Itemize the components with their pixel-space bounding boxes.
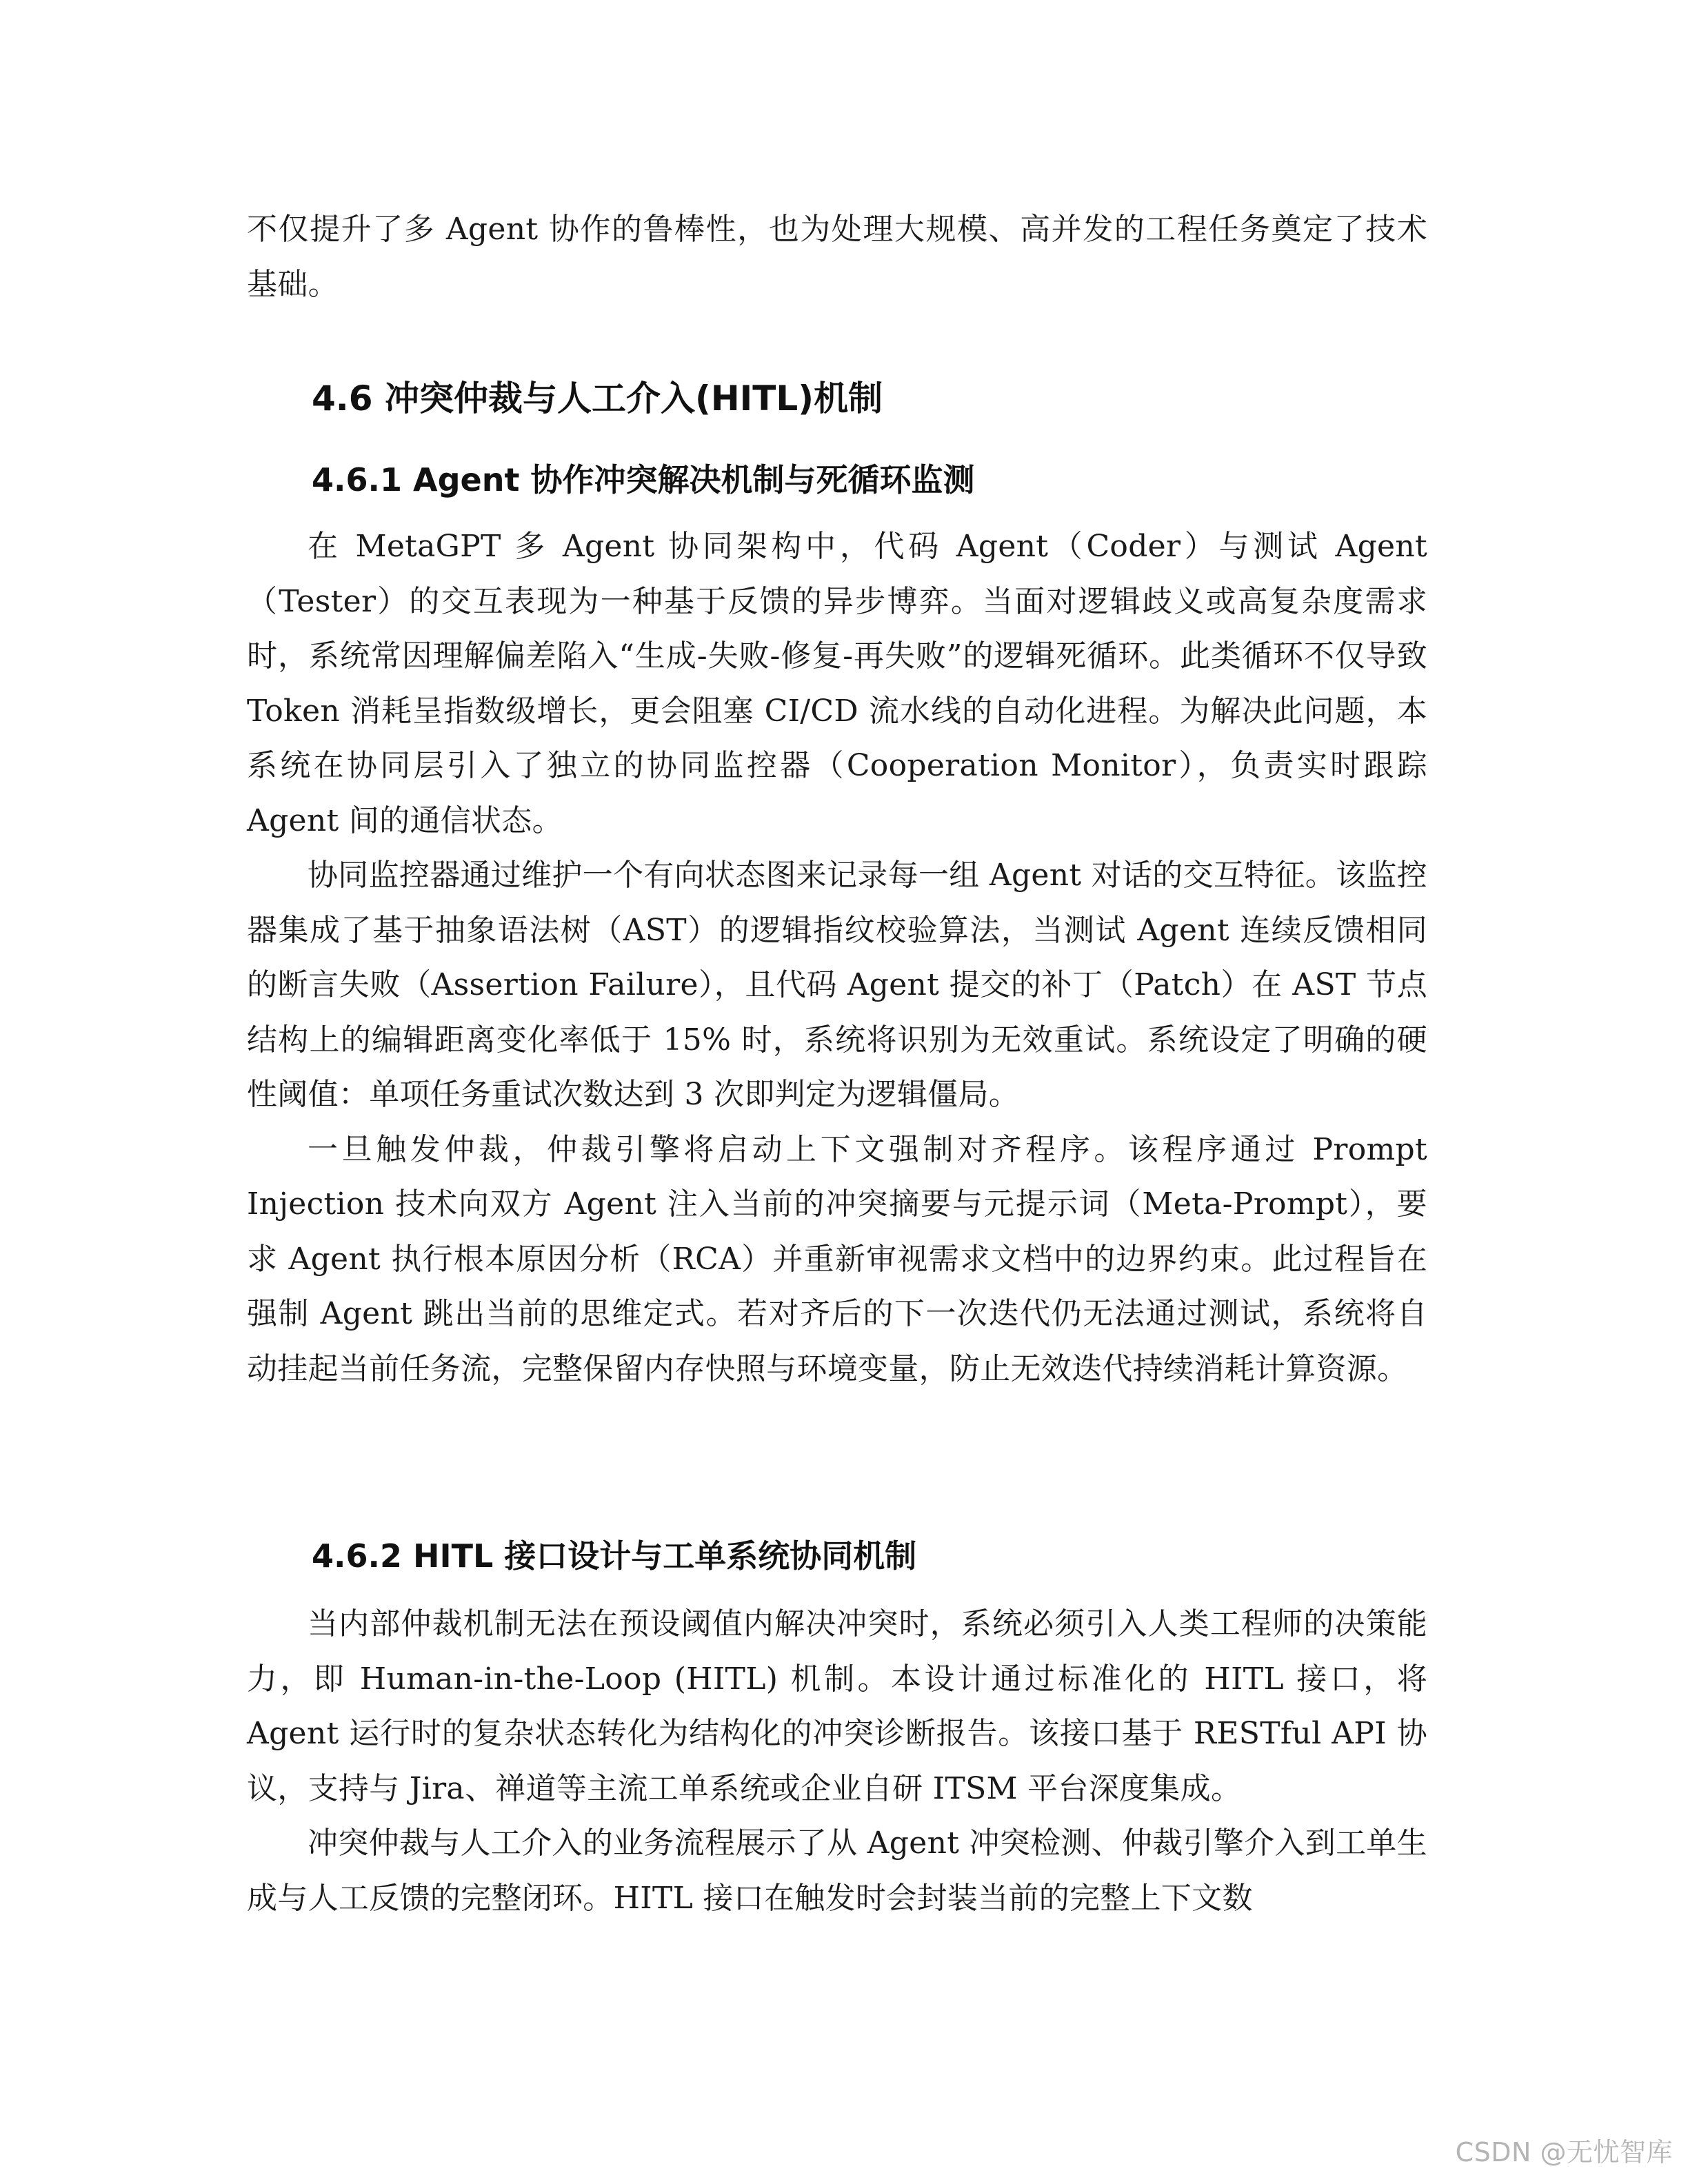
section-4-6-1-title: 4.6.1 Agent 协作冲突解决机制与死循环监测 — [312, 461, 975, 498]
intro-paragraph: 不仅提升了多 Agent 协作的鲁棒性，也为处理大规模、高并发的工程任务奠定了技术基础。 — [247, 212, 1427, 302]
section-4-6-2-paragraph-2: 冲突仲裁与人工介入的业务流程展示了从 Agent 冲突检测、仲裁引擎介入到工单生成与人工反馈的完整闭环。HITL 接口在触发时会封装当前的完整上下文数 — [247, 1826, 1427, 1916]
section-4-6-1-paragraph-3: 一旦触发仲裁，仲裁引擎将启动上下文强制对齐程序。该程序通过 Prompt Injection 技术向双方 Agent 注入当前的冲突摘要与元提示词（Meta-Prompt），要求 Agent 执行根本原因分析（RCA）并重新审视需求文档中的边界约束。此过程旨在强制 Agent 跳出当前的思维定式。若对齐后的下一次迭代仍无法通过测试，系统将自动挂起当前任务流，完整保留内存快照与环境变量，防止无效迭代持续消耗计算资源。 — [247, 1131, 1427, 1386]
section-4-6-2-title: 4.6.2 HITL 接口设计与工单系统协同机制 — [312, 1537, 917, 1575]
section-4-6-2-body — [247, 1597, 1427, 1925]
section-4-6-1-body — [247, 519, 1427, 1396]
section-4-6-title: 4.6 冲突仲裁与人工介入(HITL)机制 — [312, 378, 883, 418]
csdn-watermark: CSDN @无忧智库 — [1455, 2137, 1673, 2167]
section-4-6-2-paragraph-1: 当内部仲裁机制无法在预设阈值内解决冲突时，系统必须引入人类工程师的决策能力，即 Human-in-the-Loop (HITL) 机制。本设计通过标准化的 HITL 接口，将 Agent 运行时的复杂状态转化为结构化的冲突诊断报告。该接口基于 RESTful API 协议，支持与 Jira、禅道等主流工单系统或企业自研 ITSM 平台深度集成。 — [247, 1606, 1427, 1806]
section-4-6-1-paragraph-2: 协同监控器通过维护一个有向状态图来记录每一组 Agent 对话的交互特征。该监控器集成了基于抽象语法树（AST）的逻辑指纹校验算法，当测试 Agent 连续反馈相同的断言失败（Assertion Failure），且代码 Agent 提交的补丁（Patch）在 AST 节点结构上的编辑距离变化率低于 15% 时，系统将识别为无效重试。系统设定了明确的硬性阈值：单项任务重试次数达到 3 次即判定为逻辑僵局。 — [247, 858, 1427, 1112]
section-4-6-1-paragraph-1: 在 MetaGPT 多 Agent 协同架构中，代码 Agent（Coder）与测试 Agent（Tester）的交互表现为一种基于反馈的异步博弈。当面对逻辑歧义或高复杂度需求时，系统常因理解偏差陷入“生成-失败-修复-再失败”的逻辑死循环。此类循环不仅导致 Token 消耗呈指数级增长，更会阻塞 CI/CD 流水线的自动化进程。为解决此问题，本系统在协同层引入了独立的协同监控器（Cooperation Monitor），负责实时跟踪 Agent 间的通信状态。 — [247, 529, 1427, 838]
intro-text — [247, 202, 1427, 312]
